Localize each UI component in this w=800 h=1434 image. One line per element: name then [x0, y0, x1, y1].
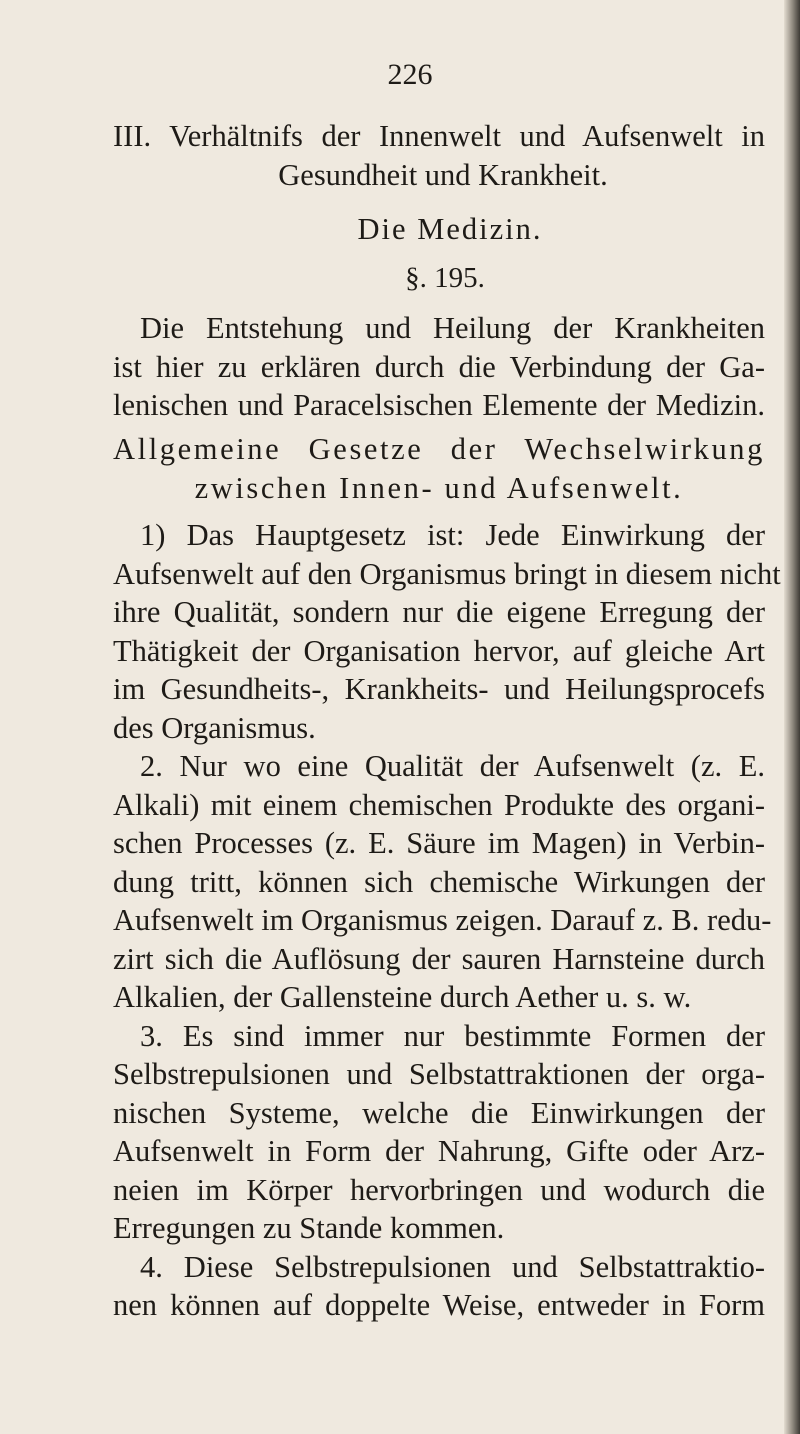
chapter-heading-line: Gesundheit und Krankheit. [278, 157, 608, 192]
text-line: Aufsenwelt in Form der Nahrung, Gifte oder Arz- [113, 1134, 765, 1168]
text-line: Aufsenwelt auf den Organismus bringt in diesem nicht [113, 556, 781, 591]
text-line: im Gesundheits-, Krankheits- und Heilungsprocefs [113, 672, 765, 706]
text-line: nen können auf doppelte Weise, entweder in Form [113, 1288, 765, 1322]
numbered-paragraphs [113, 516, 781, 1325]
laws-heading-line: zwischen Innen- und Aufsenwelt. [194, 470, 684, 505]
text-line: nischen Systeme, welche die Einwirkungen der [113, 1095, 765, 1130]
text-line: Aufsenwelt im Organismus zeigen. Darauf z. B. redu- [113, 903, 772, 937]
text-line: zirt sich die Auflösung der sauren Harnsteine durch [113, 941, 765, 976]
text-line: Die Entstehung und Heilung der Krankheiten [140, 311, 765, 345]
subject-heading: Die Medizin. [357, 212, 543, 246]
text-line: des Organismus. [113, 710, 316, 745]
text-line: 3. Es sind immer nur bestimmte Formen der [140, 1018, 765, 1053]
text-line: dung tritt, können sich chemische Wirkungen der [113, 864, 765, 899]
chapter-heading-line: III. Verhältnifs der Innenwelt und Aufsenwelt in [113, 119, 765, 153]
text-line: 2. Nur wo eine Qualität der Aufsenwelt (z. E. [140, 749, 765, 783]
text-line: Selbstrepulsionen und Selbstattraktionen der orga- [113, 1057, 765, 1091]
text-line: lenischen und Paracelsischen Elemente der Medizin. [113, 388, 765, 422]
text-line: 4. Diese Selbstrepulsionen und Selbstattraktio- [140, 1249, 765, 1284]
section-number: §. 195. [405, 262, 485, 294]
text-line: ist hier zu erklären durch die Verbindung der Ga- [113, 349, 765, 384]
page-number: 226 [387, 58, 433, 91]
laws-heading [113, 430, 765, 507]
chapter-heading [113, 117, 765, 194]
text-line: Alkalien, der Gallensteine durch Aether u. s. w. [113, 980, 692, 1014]
intro-paragraph [113, 309, 765, 425]
text-line: Erregungen zu Stande kommen. [113, 1211, 505, 1245]
text-line: schen Processes (z. E. Säure im Magen) in Verbin- [113, 826, 765, 860]
text-line: Thätigkeit der Organisation hervor, auf gleiche Art [113, 633, 765, 668]
text-line: 1) Das Hauptgesetz ist: Jede Einwirkung der [140, 518, 765, 552]
laws-heading-line: Allgemeine Gesetze der Wechselwirkung [113, 432, 765, 466]
text-line: Alkali) mit einem chemischen Produkte des organi- [113, 787, 765, 822]
text-line: neien im Körper hervorbringen und wodurch die [113, 1172, 765, 1207]
text-line: ihre Qualität, sondern nur die eigene Erregung der [113, 595, 765, 629]
